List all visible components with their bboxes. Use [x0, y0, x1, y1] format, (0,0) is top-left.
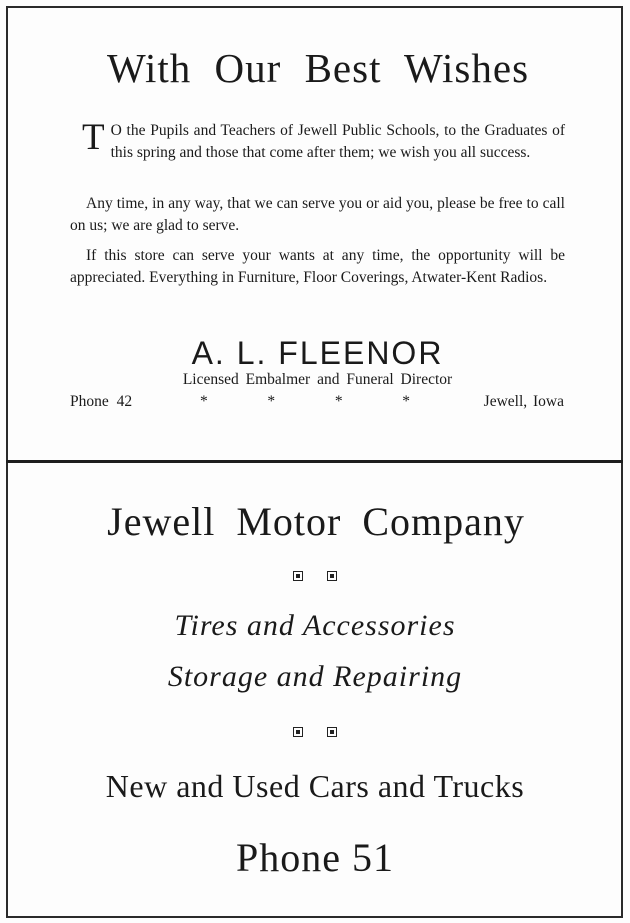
square-ornament-icon: [293, 571, 303, 581]
ad-divider-rule: [6, 460, 623, 463]
fleenor-phone: Phone 42: [70, 393, 133, 410]
square-ornament-icon: [327, 571, 337, 581]
fleenor-role: Licensed Embalmer and Funeral Director: [182, 371, 453, 388]
motor-tires-line: Tires and Accessories: [174, 609, 456, 642]
fleenor-paragraph-3: If this store can serve your wants at any time, the opportunity will be appreciated. Everything in Furniture, Floor Coverings, Atwater-Kent Radios.: [70, 247, 565, 286]
fleenor-paragraph-1: [70, 117, 565, 163]
ornament-row-top: [0, 571, 630, 581]
fleenor-ad-heading: With Our Best Wishes: [106, 45, 530, 91]
star-separator: *: [267, 393, 276, 410]
motor-storage-line: Storage and Repairing: [167, 660, 463, 693]
star-separator: *: [334, 393, 343, 410]
motor-company-heading: Jewell Motor Company: [107, 499, 525, 544]
star-separators: [200, 393, 410, 411]
ornament-row-bottom: [0, 727, 630, 737]
frame-top-border: [6, 6, 623, 8]
motor-phone: Phone 51: [236, 835, 394, 880]
square-ornament-icon: [327, 727, 337, 737]
fleenor-paragraph-2: Any time, in any way, that we can serve you or aid you, please be free to call on us; we are glad to serve.: [70, 195, 565, 234]
fleenor-paragraph-1-text: O the Pupils and Teachers of Jewell Public Schools, to the Graduates of this spring and those that come after them; we wish you all success.: [110, 122, 565, 161]
frame-bottom-border: [6, 916, 623, 918]
square-ornament-icon: [293, 727, 303, 737]
motor-cars-line: New and Used Cars and Trucks: [105, 768, 525, 804]
drop-cap: T: [82, 117, 105, 158]
star-separator: *: [200, 393, 208, 410]
fleenor-business-name: A. L. FLEENOR: [191, 335, 444, 371]
star-separator: *: [402, 393, 410, 410]
fleenor-town: Jewell, Iowa: [483, 393, 564, 410]
